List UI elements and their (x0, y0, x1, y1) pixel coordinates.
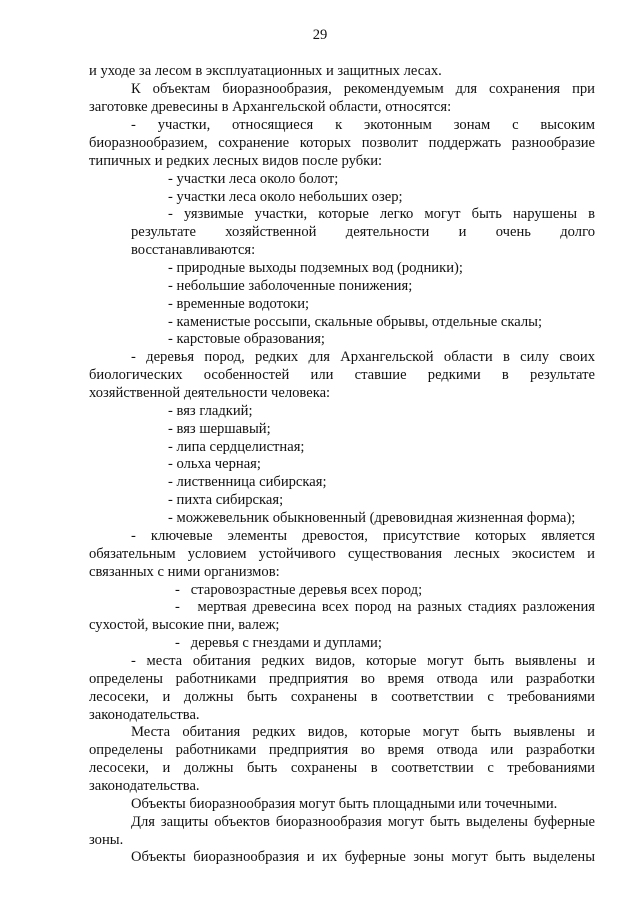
text-line: и уходе за лесом в эксплуатационных и защитных лесах. (89, 63, 442, 79)
text-line: - деревья с гнездами и дуплами; (175, 635, 382, 651)
text-line: хозяйственной деятельности человека: (89, 385, 331, 401)
text-line: Объекты биоразнообразия и их буферные зоны могут быть выделены (131, 849, 595, 865)
text-line: - вяз шершавый; (168, 421, 271, 437)
text-line: связанных с ними организмов: (89, 564, 280, 580)
text-line: результате хозяйственной деятельности и очень долго (131, 224, 595, 240)
text-line: - участки, относящиеся к экотонным зонам с высоким (131, 117, 595, 133)
text-line: - вяз гладкий; (168, 403, 253, 419)
text-line: - временные водотоки; (168, 296, 310, 312)
text-line: зоны. (89, 832, 124, 848)
text-line: - мертвая древесина всех пород на разных стадиях разложения (175, 599, 595, 615)
text-line: законодательства. (89, 778, 200, 794)
text-line: биологических особенностей или ставшие редкими в результате (89, 367, 595, 383)
text-line: - ключевые элементы древостоя, присутствие которых является (131, 528, 595, 544)
text-line: Для защиты объектов биоразнообразия могут быть выделены буферные (131, 814, 595, 830)
text-line: - природные выходы подземных вод (родники); (168, 260, 463, 276)
text-line: - каменистые россыпи, скальные обрывы, отдельные скалы; (168, 314, 543, 330)
text-line: Объекты биоразнообразия могут быть площадными или точечными. (131, 796, 558, 812)
text-line: - уязвимые участки, которые легко могут быть нарушены в (168, 206, 595, 222)
text-line: сухостой, высокие пни, валеж; (89, 617, 280, 633)
text-line: определены работниками предприятия во время отвода или разработки (89, 742, 595, 758)
text-line: обязательным условием устойчивого существования лесных экосистем и (89, 546, 595, 562)
text-line: - лиственница сибирская; (168, 474, 327, 490)
text-line: - можжевельник обыкновенный (древовидная жизненная форма); (168, 510, 576, 526)
text-line: - участки леса около небольших озер; (168, 189, 403, 205)
text-line: - места обитания редких видов, которые могут быть выявлены и (131, 653, 595, 669)
text-line: типичных и редких лесных видов после рубки: (89, 153, 383, 169)
text-line: - липа сердцелистная; (168, 439, 305, 455)
text-line: биоразнообразием, сохранение которых позволит поддержать разнообразие (89, 135, 595, 151)
text-line: - деревья пород, редких для Архангельской области в силу своих (131, 349, 595, 365)
text-line: - небольшие заболоченные понижения; (168, 278, 413, 294)
text-line: - карстовые образования; (168, 331, 325, 347)
text-line: законодательства. (89, 707, 200, 723)
text-line: лесосеки, и должны быть сохранены в соответствии с требованиями (89, 760, 595, 776)
page-number: 29 (312, 27, 328, 43)
text-line: - пихта сибирская; (168, 492, 284, 508)
text-line: К объектам биоразнообразия, рекомендуемым для сохранения при (131, 81, 595, 97)
text-line: Места обитания редких видов, которые могут быть выявлены и (131, 724, 595, 740)
text-line: - ольха черная; (168, 456, 261, 472)
text-line: лесосеки, и должны быть сохранены в соответствии с требованиями (89, 689, 595, 705)
text-line: заготовке древесины в Архангельской области, относятся: (89, 99, 452, 115)
text-line: определены работниками предприятия во время отвода или разработки (89, 671, 595, 687)
text-line: - участки леса около болот; (168, 171, 339, 187)
text-line: восстанавливаются: (131, 242, 256, 258)
text-line: - старовозрастные деревья всех пород; (175, 582, 423, 598)
